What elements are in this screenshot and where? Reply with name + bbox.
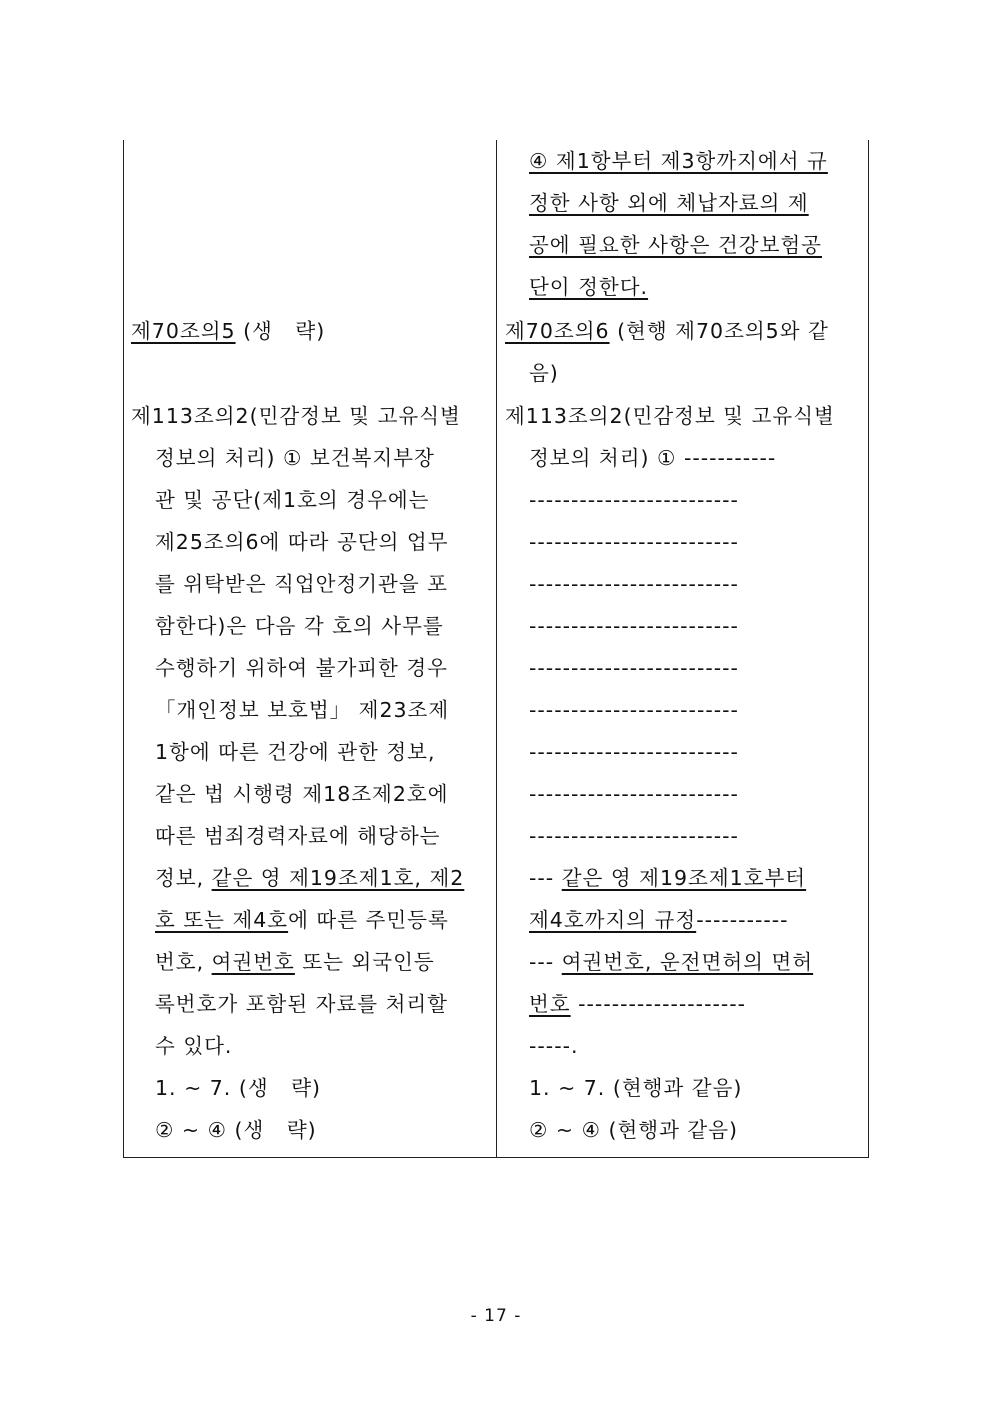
article-70-5-line: [131, 316, 325, 346]
article-70-6-line: [529, 358, 559, 388]
text-segment: -------------------------: [529, 488, 739, 512]
underlined-text: 단이 정한다.: [529, 275, 649, 299]
text-segment: 「개인정보 보호법」 제23조제: [155, 698, 450, 722]
underlined-text: 제70조의5: [131, 319, 236, 343]
text-segment: 정보,: [155, 866, 212, 890]
text-segment: 번호,: [155, 950, 212, 974]
text-segment: ---: [529, 950, 562, 974]
text-segment: -------------------------: [529, 782, 739, 806]
amended-law-line: [529, 695, 739, 725]
text-segment: ② ~ ④ (현행과 같음): [529, 1118, 739, 1142]
amended-law-line: [529, 779, 739, 809]
amended-law-line: [529, 527, 739, 557]
text-segment: ② ~ ④ (생 략): [155, 1118, 317, 1142]
text-segment: 에 따른 주민등록: [288, 908, 449, 932]
text-segment: 1. ~ 7. (생 략): [155, 1076, 321, 1100]
table-border-left: [123, 140, 124, 1157]
amended-law-line: [529, 863, 806, 893]
underlined-text: 정한 사항 외에 체납자료의 제: [529, 191, 809, 215]
current-law-line: [155, 695, 449, 725]
underlined-text: 여권번호, 운전면허의 면허: [561, 950, 814, 974]
amended-law-line: [529, 485, 739, 515]
amended-law-line: [529, 821, 739, 851]
amended-law-line: [529, 989, 746, 1019]
text-segment: -------------------------: [529, 824, 739, 848]
current-law-line: [155, 1115, 317, 1145]
text-segment: ---: [529, 866, 562, 890]
underlined-text: 제4호까지의 규정: [529, 908, 697, 932]
text-segment: 같은 법 시행령 제18조제2호에: [155, 782, 449, 806]
text-segment: 1. ~ 7. (현행과 같음): [529, 1076, 743, 1100]
text-segment: 제113조의2(민감정보 및 고유식별: [131, 404, 461, 428]
text-segment: 음): [529, 361, 559, 385]
text-segment: 1항에 따른 건강에 관한 정보,: [155, 740, 436, 764]
amended-law-line: [529, 905, 789, 935]
current-law-line: [155, 947, 435, 977]
text-segment: -------------------------: [529, 530, 739, 554]
text-segment: 제113조의2(민감정보 및 고유식별: [505, 404, 835, 428]
para4-line: [529, 146, 828, 176]
table-border-right: [868, 140, 869, 1157]
underlined-text: 공에 필요한 사항은 건강보험공: [529, 233, 822, 257]
page-number: - 17 -: [470, 1306, 522, 1326]
current-law-line: [155, 443, 435, 473]
current-law-line: [155, 611, 444, 641]
amended-law-line: [529, 737, 739, 767]
amended-law-line: [529, 1031, 579, 1061]
text-segment: -------------------------: [529, 740, 739, 764]
text-segment: -------------------------: [529, 572, 739, 596]
text-segment: 따른 범죄경력자료에 해당하는: [155, 824, 441, 848]
amended-law-line: [505, 401, 835, 431]
text-segment: -------------------------: [529, 614, 739, 638]
text-segment: 록번호가 포함된 자료를 처리할: [155, 992, 448, 1016]
current-law-line: [155, 569, 448, 599]
text-segment: --------------------: [570, 992, 747, 1016]
text-segment: -------------------------: [529, 698, 739, 722]
underlined-text: 같은 영 제19조제1호부터: [561, 866, 807, 890]
para4-line: [529, 230, 822, 260]
text-segment: -----------: [696, 908, 789, 932]
amended-law-line: [529, 947, 813, 977]
text-segment: (생 략): [235, 319, 326, 343]
current-law-line: [155, 527, 449, 557]
text-segment: 수행하기 위하여 불가피한 경우: [155, 656, 448, 680]
column-divider: [496, 140, 497, 1157]
text-segment: 관 및 공단(제1호의 경우에는: [155, 488, 430, 512]
text-segment: (현행 제70조의5와 같: [609, 319, 829, 343]
para4-line: [529, 188, 809, 218]
amended-law-line: [529, 443, 776, 473]
current-law-line: [155, 989, 448, 1019]
amended-law-line: [529, 1073, 742, 1103]
text-segment: 또는 외국인등: [294, 950, 435, 974]
amended-law-line: [529, 611, 739, 641]
amended-law-line: [529, 653, 739, 683]
underlined-text: 같은 영 제19조제1호, 제2: [211, 866, 465, 890]
text-segment: 를 위탁받은 직업안정기관을 포: [155, 572, 448, 596]
underlined-text: 여권번호: [211, 950, 295, 974]
text-segment: 수 있다.: [155, 1034, 233, 1058]
text-segment: 함한다)은 다음 각 호의 사무를: [155, 614, 444, 638]
article-70-6-line: [505, 316, 829, 346]
current-law-line: [155, 1031, 232, 1061]
comparison-table: [123, 140, 869, 1158]
underlined-text: 번호: [529, 992, 571, 1016]
current-law-line: [155, 1073, 321, 1103]
current-law-line: [155, 737, 435, 767]
underlined-text: ④ 제1항부터 제3항까지에서 규: [529, 149, 828, 173]
current-law-line: [131, 401, 461, 431]
text-segment: -------------------------: [529, 656, 739, 680]
amended-law-line: [529, 1115, 738, 1145]
current-law-line: [155, 863, 464, 893]
text-segment: 제25조의6에 따라 공단의 업무: [155, 530, 449, 554]
current-law-line: [155, 905, 449, 935]
para4-line: [529, 272, 648, 302]
amended-law-line: [529, 569, 739, 599]
current-law-line: [155, 821, 440, 851]
text-segment: 정보의 처리) ① 보건복지부장: [155, 446, 435, 470]
underlined-text: 제70조의6: [505, 319, 610, 343]
underlined-text: 호 또는 제4호: [155, 908, 289, 932]
text-segment: 정보의 처리) ① -----------: [529, 446, 777, 470]
current-law-line: [155, 779, 449, 809]
text-segment: -----.: [529, 1034, 579, 1058]
current-law-line: [155, 485, 429, 515]
current-law-line: [155, 653, 448, 683]
